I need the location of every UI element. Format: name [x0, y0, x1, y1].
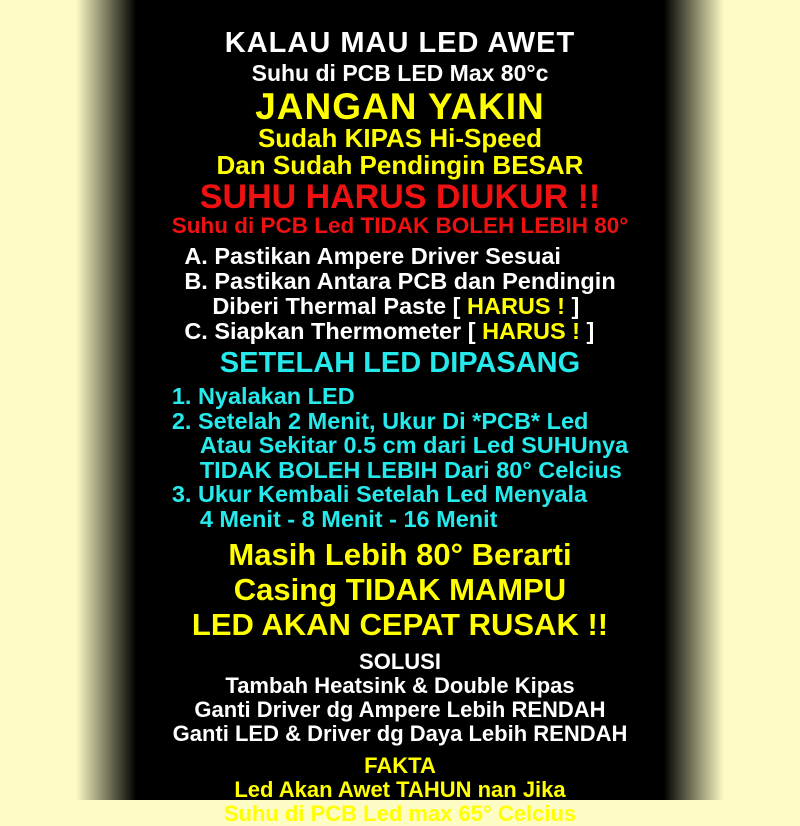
step-3: 3. Ukur Kembali Setelah Led Menyala	[171, 481, 588, 507]
checklist-item-b-line-2	[184, 294, 615, 319]
consequence-line-2: Casing TIDAK MAMPU	[233, 572, 567, 607]
checklist-item-b-highlight: HARUS !	[467, 293, 565, 319]
checklist-item-c-highlight: HARUS !	[482, 318, 580, 344]
checklist-item-b-prefix: Diberi Thermal Paste [	[212, 293, 467, 319]
fact-line-1: Led Akan Awet TAHUN nan Jika	[234, 777, 566, 802]
solution-line-2: Ganti Driver dg Ampere Lebih RENDAH	[194, 697, 606, 722]
warning-line-1: Sudah KIPAS Hi-Speed	[257, 123, 543, 153]
warning-heading: JANGAN YAKIN	[255, 86, 545, 127]
steps-list	[172, 384, 628, 531]
step-2-continued-1: Atau Sekitar 0.5 cm dari Led SUHUnya	[199, 432, 629, 458]
poster-subtitle: Suhu di PCB LED Max 80°c	[251, 60, 549, 86]
step-1: 1. Nyalakan LED	[171, 383, 355, 409]
checklist	[184, 244, 615, 344]
checklist-item-c-suffix: ]	[580, 318, 595, 344]
consequence-line-1: Masih Lebih 80° Berarti	[228, 537, 572, 572]
checklist-item-a: A. Pastikan Ampere Driver Sesuai	[184, 243, 561, 269]
step-2: 2. Setelah 2 Menit, Ukur Di *PCB* Led	[171, 407, 589, 434]
fact-heading: FAKTA	[364, 753, 436, 778]
consequence-line-3: LED AKAN CEPAT RUSAK !!	[191, 607, 609, 642]
step-3-continued: 4 Menit - 8 Menit - 16 Menit	[199, 505, 498, 532]
fact-line-2: Suhu di PCB Led max 65° Celcius	[223, 801, 577, 826]
checklist-item-c	[184, 319, 615, 344]
step-2-continued-2: TIDAK BOLEH LEBIH Dari 80° Celcius	[199, 456, 622, 483]
solution-line-3: Ganti LED & Driver dg Daya Lebih RENDAH	[172, 721, 628, 746]
alert-heading: SUHU HARUS DIUKUR !!	[199, 178, 601, 216]
warning-line-2: Dan Sudah Pendingin BESAR	[216, 150, 584, 180]
checklist-item-b-suffix: ]	[564, 293, 580, 319]
checklist-item-c-prefix: C. Siapkan Thermometer [	[184, 318, 483, 344]
solution-line-1: Tambah Heatsink & Double Kipas	[225, 673, 575, 698]
steps-heading: SETELAH LED DIPASANG	[219, 347, 581, 379]
poster-panel	[130, 0, 670, 826]
checklist-item-b-line-1: B. Pastikan Antara PCB dan Pendingin	[184, 268, 616, 294]
solution-heading: SOLUSI	[359, 649, 441, 674]
alert-subheading: Suhu di PCB Led TIDAK BOLEH LEBIH 80°	[171, 213, 629, 238]
poster-title: KALAU MAU LED AWET	[224, 27, 576, 59]
